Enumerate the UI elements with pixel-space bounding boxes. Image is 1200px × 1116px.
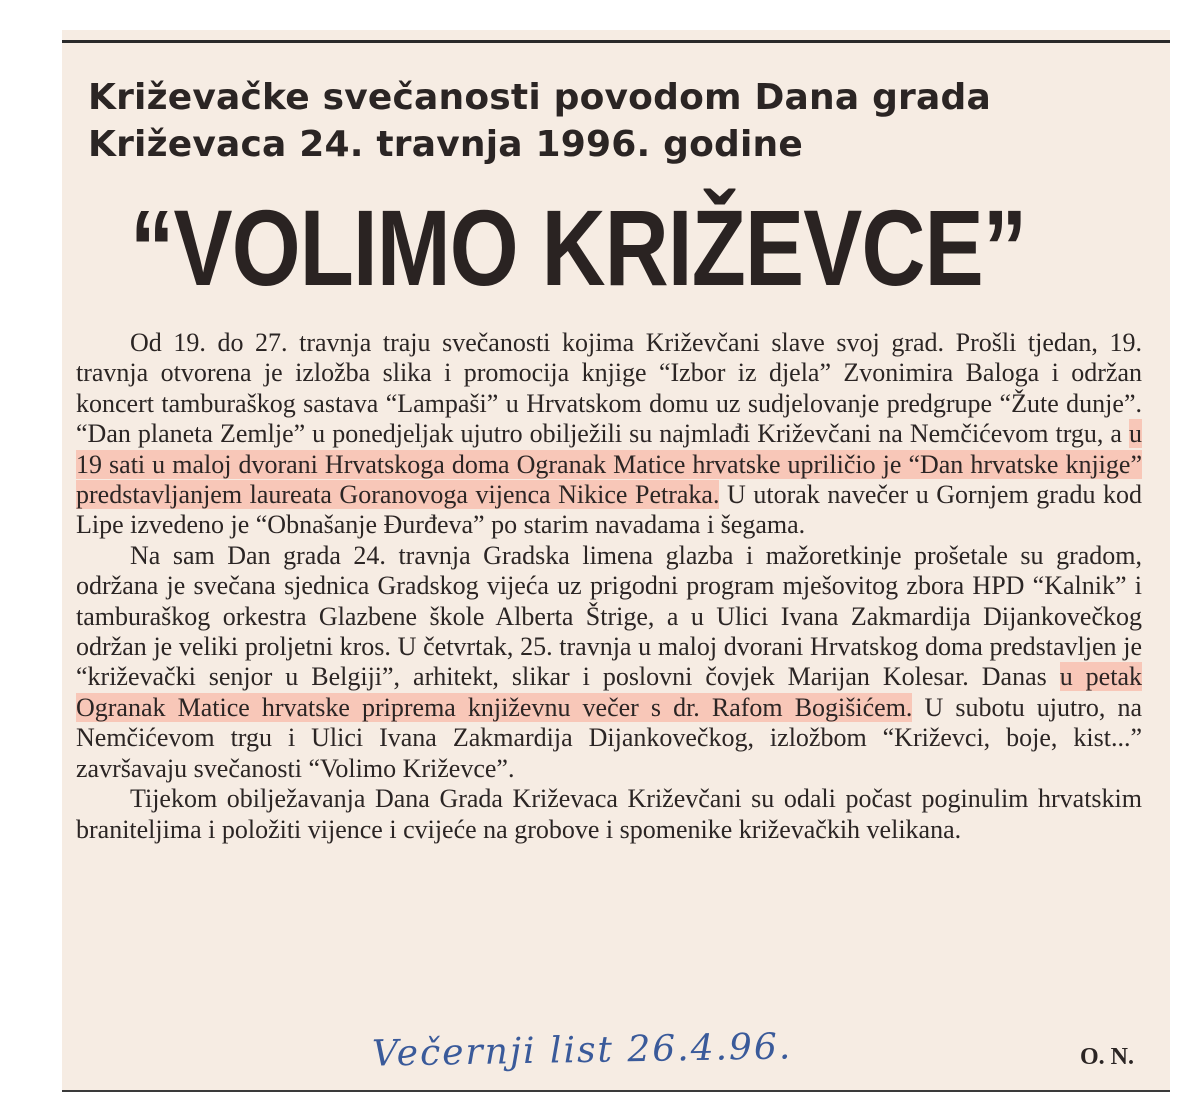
article-headline: “VOLIMO KRIŽEVCE”	[130, 187, 1027, 308]
paragraph-1-text-end: U utorak navečer u Gornjem gradu kod Lipe izvedeno je “Obnašanje Đurđeva” po starim navadama i šegama.	[76, 480, 1143, 540]
top-rule	[62, 40, 1170, 43]
paragraph-1-text: Od 19. do 27. travnja traju svečanosti kojima Križevčani slave svoj grad. Prošli tjedan, 19. travnja otvorena je izložba slika i promocija knjige “Izbor iz djela” Zvonimira Baloga i održan koncert tamburaškog sastava “Lampaši” u Hrvatskom domu uz sudjelovanje predgrupe “Žute dunje”. “Dan planeta Zemlje” u ponedjeljak ujutro obilježili su najmlađi Križevčani na Nemčićevom trgu, a	[76, 328, 1142, 449]
bottom-rule	[62, 1090, 1170, 1092]
article-subheading: Križevačke svečanosti povodom Dana grada Križevaca 24. travnja 1996. godine	[88, 77, 991, 165]
paragraph-2-text-end: U subotu ujutro, na Nemčićevom trgu i Ulici Ivana Zakmardija Dijankovečkog, izložbom “Križevci, boje, kist...” završavaju svečanosti “Volimo Križevce”.	[76, 692, 1143, 783]
highlighted-passage-2: u petak Ogranak Matice hrvatske priprema književnu večer s dr. Rafom Bogišićem.	[76, 662, 1142, 722]
paragraph-2-text: Na sam Dan grada 24. travnja Gradska limena glazba i mažoretkinje prošetale su gradom, održana je svečana sjednica Gradskog vijeća uz prigodni program mješovitog zbora HPD “Kalnik” i tamburaškog orkestra Glazbene škole Alberta Štrige, a u Ulici Ivana Zakmardija Dijankovečkog održan je veliki proljetni kros. U četvrtak, 25. travnja u maloj dvorani Hrvatskog doma predstavljen je “križevački senjor u Belgiji”, arhitekt, slikar i poslovni čovjek Marijan Kolesar. Danas	[76, 540, 1142, 692]
paragraph-2	[76, 541, 1142, 784]
author-initials: O. N.	[1080, 1044, 1134, 1070]
handwritten-source-note: Večernji list 26.4.96.	[371, 1026, 793, 1075]
highlighted-passage-1: u 19 sati u maloj dvorani Hrvatskoga doma Ogranak Matice hrvatske upriličio je “Dan hrvatske knjige” predstavljanjem laureata Goranovoga vijenca Nikice Petraka.	[76, 419, 1142, 510]
article-body	[76, 328, 1142, 845]
paragraph-3	[76, 784, 1142, 845]
paragraph-3-text: Tijekom obilježavanja Dana Grada Križevaca Križevčani su odali počast poginulim hrvatskim braniteljima i položiti vijence i cvijeće na grobove i spomenike križevačkih velikana.	[76, 784, 1142, 844]
paragraph-1	[76, 328, 1142, 541]
